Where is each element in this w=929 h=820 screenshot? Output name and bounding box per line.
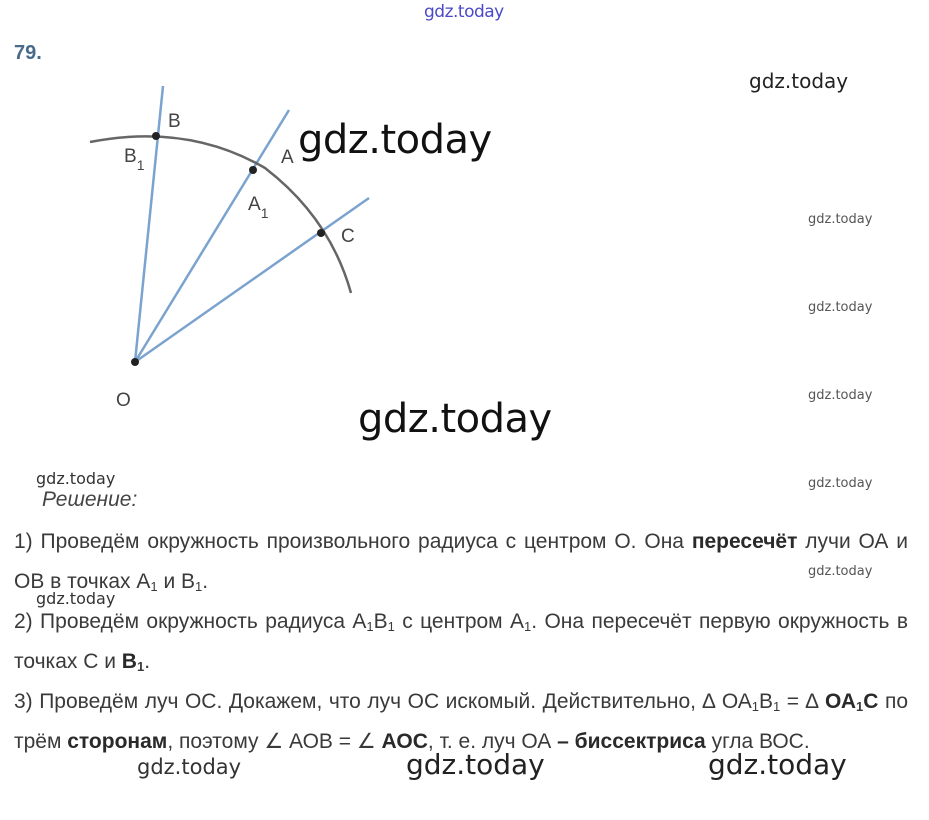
watermark: gdz.today [406,748,545,781]
watermark-large: gdz.today [298,117,492,163]
solution-step-3: 3) Проведём луч ОС. Докажем, что луч ОС искомый. Действительно, ∆ $ОА_1В_1$ = ∆ $ОА_1С$ по трём сторонам, поэтому ∠ АОВ = ∠ АОС, т. е. луч ОА – биссектриса угла ВОС. [14,690,909,753]
label-A: A [281,147,294,168]
watermark-large: gdz.today [358,396,552,442]
solution-heading: Решение: [42,488,138,511]
watermark-small: gdz.today [808,564,873,579]
ray-OA [135,110,289,362]
point-A1 [249,166,257,174]
ray-OB [135,86,163,362]
label-B: B [168,111,181,132]
label-A1: $A_1$ [248,194,269,221]
watermark: gdz.today [749,69,849,93]
watermark-small: gdz.today [808,300,873,315]
point-B1 [152,132,160,140]
watermark-top: gdz.today [424,2,504,22]
label-O: O [116,390,131,411]
label-B1: $B_1$ [124,146,145,173]
point-C [317,229,325,237]
watermark: gdz.today [137,755,242,779]
watermark: gdz.today [36,589,116,608]
watermark-small: gdz.today [808,388,873,403]
watermark-small: gdz.today [808,212,873,227]
solution-step-2: 2) Проведём окружность радиуса $А_1В_1$ с центром $А_1$. Она пересечёт первую окружность в точках С и $В_1$. [14,610,908,674]
label-C: C [341,226,355,247]
problem-number: 79. [14,42,42,64]
watermark: gdz.today [708,748,847,781]
watermark-small: gdz.today [808,476,873,491]
point-O [131,358,139,366]
solution-step-1: 1) Проведём окружность произвольного радиуса с центром О. Она пересечёт лучи ОА и ОВ в точках $А_1$ и $В_1$. [14,530,908,594]
ray-OC [135,198,369,362]
watermark: gdz.today [36,469,116,488]
